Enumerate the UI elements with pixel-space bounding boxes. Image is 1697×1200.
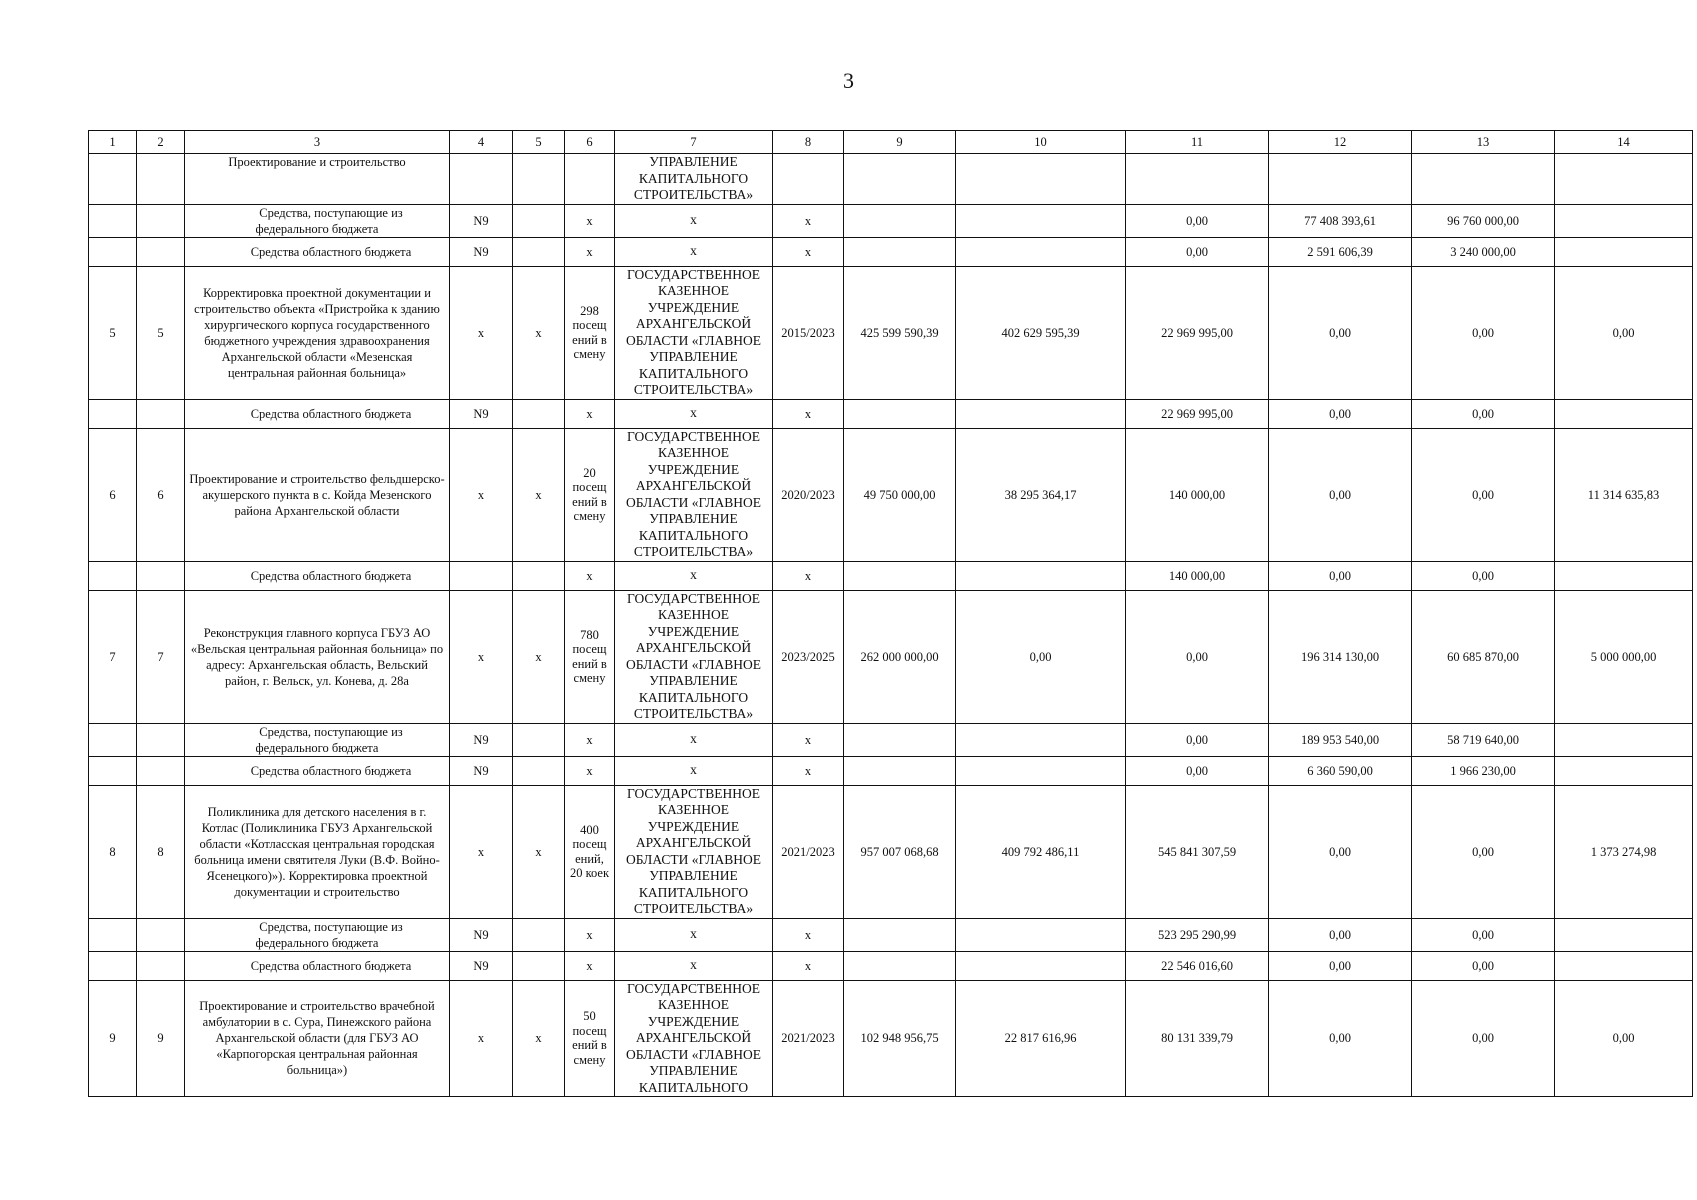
cell-col-4: N9 [450, 918, 513, 951]
cell-col-6: х [565, 918, 615, 951]
cell-col-8: х [773, 951, 844, 980]
cell-col-7: х [615, 237, 773, 266]
cell-col-12: 6 360 590,00 [1269, 756, 1412, 785]
cell-col-11: 140 000,00 [1126, 561, 1269, 590]
cell-col-8: 2015/2023 [773, 266, 844, 399]
cell-col-2 [137, 756, 185, 785]
cell-col-14 [1555, 399, 1693, 428]
column-header: 1 [89, 131, 137, 154]
column-header: 7 [615, 131, 773, 154]
cell-col-1 [89, 237, 137, 266]
cell-col-4 [450, 154, 513, 205]
cell-col-10: 0,00 [956, 590, 1126, 723]
cell-col-13: 0,00 [1412, 399, 1555, 428]
cell-col-13: 1 966 230,00 [1412, 756, 1555, 785]
cell-col-14 [1555, 154, 1693, 205]
cell-col-5: х [513, 590, 565, 723]
cell-col-12: 0,00 [1269, 399, 1412, 428]
cell-col-6: х [565, 756, 615, 785]
cell-col-5 [513, 237, 565, 266]
cell-col-2 [137, 154, 185, 205]
cell-col-2: 7 [137, 590, 185, 723]
cell-col-5 [513, 723, 565, 756]
funding-source-line-1: Средства, поступающие из [259, 205, 403, 220]
table-row [89, 785, 1693, 918]
cell-col-9: 957 007 068,68 [844, 785, 956, 918]
cell-col-3 [185, 723, 450, 756]
cell-col-2 [137, 204, 185, 237]
cell-col-10 [956, 154, 1126, 205]
cell-col-3 [185, 399, 450, 428]
table-row [89, 266, 1693, 399]
cell-col-7: х [615, 204, 773, 237]
cell-col-4: х [450, 266, 513, 399]
cell-col-4: N9 [450, 951, 513, 980]
cell-col-10 [956, 723, 1126, 756]
table-row [89, 756, 1693, 785]
cell-col-14 [1555, 204, 1693, 237]
cell-col-9 [844, 723, 956, 756]
column-header: 12 [1269, 131, 1412, 154]
cell-col-13: 0,00 [1412, 266, 1555, 399]
cell-col-2 [137, 561, 185, 590]
cell-col-11: 0,00 [1126, 590, 1269, 723]
funding-source: Средства областного бюджета [250, 568, 412, 583]
cell-col-3 [185, 756, 450, 785]
cell-col-3 [185, 561, 450, 590]
cell-col-9: 49 750 000,00 [844, 428, 956, 561]
cell-col-8: 2021/2023 [773, 785, 844, 918]
column-header: 5 [513, 131, 565, 154]
column-header: 11 [1126, 131, 1269, 154]
cell-col-9 [844, 561, 956, 590]
cell-col-10 [956, 204, 1126, 237]
cell-col-10: 409 792 486,11 [956, 785, 1126, 918]
cell-col-13: 0,00 [1412, 980, 1555, 1097]
capacity: 50 посещ ений в смену [565, 980, 615, 1097]
funding-source-line-1: Средства, поступающие из [259, 919, 403, 934]
cell-col-9 [844, 399, 956, 428]
header-row [89, 131, 1693, 154]
cell-col-1 [89, 756, 137, 785]
cell-col-12 [1269, 154, 1412, 205]
cell-col-12: 2 591 606,39 [1269, 237, 1412, 266]
cell-col-1: 8 [89, 785, 137, 918]
cell-col-5: х [513, 785, 565, 918]
project-name: Корректировка проектной документации и строительство объекта «Пристройка к зданию хирургического корпуса государственного бюджетного учреждения здравоохранения Архангельской области «Мезенская центральная районная больница» [185, 266, 450, 399]
cell-col-4 [450, 561, 513, 590]
cell-col-11: 0,00 [1126, 723, 1269, 756]
cell-col-3 [185, 951, 450, 980]
cell-col-2 [137, 723, 185, 756]
project-name: Проектирование и строительство врачебной амбулатории в с. Сура, Пинежского района Архангельской области (для ГБУЗ АО «Карпогорская центральная районная больница») [185, 980, 450, 1097]
cell-col-11: 545 841 307,59 [1126, 785, 1269, 918]
cell-col-11: 0,00 [1126, 756, 1269, 785]
cell-col-5 [513, 756, 565, 785]
cell-col-14: 5 000 000,00 [1555, 590, 1693, 723]
cell-col-1: 7 [89, 590, 137, 723]
cell-col-10 [956, 918, 1126, 951]
cell-col-14 [1555, 756, 1693, 785]
table-row [89, 204, 1693, 237]
cell-col-10: 38 295 364,17 [956, 428, 1126, 561]
cell-col-11: 523 295 290,99 [1126, 918, 1269, 951]
cell-col-10: 22 817 616,96 [956, 980, 1126, 1097]
cell-col-7: х [615, 951, 773, 980]
customer-organization: ГОСУДАРСТВЕННОЕ КАЗЕННОЕ УЧРЕЖДЕНИЕ АРХАНГЕЛЬСКОЙ ОБЛАСТИ «ГЛАВНОЕ УПРАВЛЕНИЕ КАПИТАЛЬНОГО СТРОИТЕЛЬСТВА» [615, 590, 773, 723]
cell-col-6: х [565, 561, 615, 590]
cell-col-9: 425 599 590,39 [844, 266, 956, 399]
cell-col-10 [956, 951, 1126, 980]
cell-col-1 [89, 399, 137, 428]
cell-col-5 [513, 951, 565, 980]
cell-col-1 [89, 154, 137, 205]
cell-col-9 [844, 918, 956, 951]
cell-col-11: 80 131 339,79 [1126, 980, 1269, 1097]
cell-col-2 [137, 951, 185, 980]
table-row [89, 428, 1693, 561]
cell-col-11: 0,00 [1126, 204, 1269, 237]
cell-col-7: х [615, 756, 773, 785]
table-row [89, 399, 1693, 428]
customer-organization: ГОСУДАРСТВЕННОЕ КАЗЕННОЕ УЧРЕЖДЕНИЕ АРХАНГЕЛЬСКОЙ ОБЛАСТИ «ГЛАВНОЕ УПРАВЛЕНИЕ КАПИТАЛЬНОГО СТРОИТЕЛЬСТВА» [615, 266, 773, 399]
cell-col-14 [1555, 561, 1693, 590]
cell-col-3 [185, 918, 450, 951]
column-header: 4 [450, 131, 513, 154]
table-row [89, 980, 1693, 1097]
cell-col-9 [844, 204, 956, 237]
cell-col-11: 22 969 995,00 [1126, 399, 1269, 428]
cell-col-8: 2023/2025 [773, 590, 844, 723]
cell-col-14 [1555, 723, 1693, 756]
investment-table [88, 130, 1693, 1097]
cell-col-6: х [565, 399, 615, 428]
funding-source: Средства областного бюджета [250, 244, 412, 259]
cell-col-5: х [513, 266, 565, 399]
cell-col-9 [844, 756, 956, 785]
cell-col-9 [844, 237, 956, 266]
cell-col-4: х [450, 590, 513, 723]
cell-col-1 [89, 951, 137, 980]
cell-col-14 [1555, 951, 1693, 980]
project-name: Реконструкция главного корпуса ГБУЗ АО «Вельская центральная районная больница» по адресу: Архангельская область, Вельский район, г. Вельск, ул. Конева, д. 28а [185, 590, 450, 723]
table-row [89, 590, 1693, 723]
table-row [89, 723, 1693, 756]
cell-col-10 [956, 756, 1126, 785]
cell-col-2: 8 [137, 785, 185, 918]
cell-col-14: 0,00 [1555, 980, 1693, 1097]
cell-col-5 [513, 918, 565, 951]
customer-organization: ГОСУДАРСТВЕННОЕ КАЗЕННОЕ УЧРЕЖДЕНИЕ АРХАНГЕЛЬСКОЙ ОБЛАСТИ «ГЛАВНОЕ УПРАВЛЕНИЕ КАПИТАЛЬНОГО СТРОИТЕЛЬСТВА» [615, 785, 773, 918]
table-row [89, 951, 1693, 980]
customer-organization: ГОСУДАРСТВЕННОЕ КАЗЕННОЕ УЧРЕЖДЕНИЕ АРХАНГЕЛЬСКОЙ ОБЛАСТИ «ГЛАВНОЕ УПРАВЛЕНИЕ КАПИТАЛЬНОГО [615, 980, 773, 1097]
project-name: Проектирование и строительство фельдшерско-акушерского пункта в с. Койда Мезенского района Архангельской области [185, 428, 450, 561]
cell-col-9 [844, 951, 956, 980]
cell-col-9: 262 000 000,00 [844, 590, 956, 723]
cell-col-12: 0,00 [1269, 266, 1412, 399]
table-row [89, 237, 1693, 266]
cell-col-12: 0,00 [1269, 428, 1412, 561]
cell-col-7: х [615, 561, 773, 590]
column-header: 14 [1555, 131, 1693, 154]
cell-col-7: х [615, 918, 773, 951]
cell-col-8: х [773, 723, 844, 756]
funding-source: Средства областного бюджета [250, 763, 412, 778]
cell-col-12: 77 408 393,61 [1269, 204, 1412, 237]
cell-col-11 [1126, 154, 1269, 205]
cell-col-6: х [565, 951, 615, 980]
cell-col-3 [185, 237, 450, 266]
cell-col-8: 2020/2023 [773, 428, 844, 561]
cell-col-8: х [773, 237, 844, 266]
cell-col-8 [773, 154, 844, 205]
column-header: 8 [773, 131, 844, 154]
cell-col-14 [1555, 237, 1693, 266]
cell-col-5 [513, 399, 565, 428]
cell-col-12: 196 314 130,00 [1269, 590, 1412, 723]
cell-col-2: 5 [137, 266, 185, 399]
cell-col-4: N9 [450, 399, 513, 428]
cell-col-8: х [773, 204, 844, 237]
column-header: 13 [1412, 131, 1555, 154]
capacity: 780 посещ ений в смену [565, 590, 615, 723]
cell-col-5 [513, 204, 565, 237]
cell-col-6 [565, 154, 615, 205]
cell-col-10 [956, 237, 1126, 266]
column-header: 2 [137, 131, 185, 154]
cell-col-1: 5 [89, 266, 137, 399]
cell-col-5 [513, 154, 565, 205]
column-header: 3 [185, 131, 450, 154]
cell-col-11: 22 546 016,60 [1126, 951, 1269, 980]
cell-col-8: х [773, 561, 844, 590]
cell-col-11: 22 969 995,00 [1126, 266, 1269, 399]
cell-col-6: х [565, 723, 615, 756]
cell-col-4: N9 [450, 723, 513, 756]
cell-col-11: 0,00 [1126, 237, 1269, 266]
cell-col-3 [185, 204, 450, 237]
cell-col-1 [89, 918, 137, 951]
cell-col-5 [513, 561, 565, 590]
cell-col-10 [956, 561, 1126, 590]
page-number: 3 [843, 68, 854, 93]
cell-col-1 [89, 204, 137, 237]
cell-col-14 [1555, 918, 1693, 951]
table-row [89, 154, 1693, 205]
cell-col-5: х [513, 428, 565, 561]
cell-col-13: 96 760 000,00 [1412, 204, 1555, 237]
cell-col-12: 189 953 540,00 [1269, 723, 1412, 756]
customer-organization: ГОСУДАРСТВЕННОЕ КАЗЕННОЕ УЧРЕЖДЕНИЕ АРХАНГЕЛЬСКОЙ ОБЛАСТИ «ГЛАВНОЕ УПРАВЛЕНИЕ КАПИТАЛЬНОГО СТРОИТЕЛЬСТВА» [615, 428, 773, 561]
cell-col-2 [137, 918, 185, 951]
capacity: 298 посещ ений в смену [565, 266, 615, 399]
cell-col-8: 2021/2023 [773, 980, 844, 1097]
cell-col-4: х [450, 980, 513, 1097]
cell-col-7: х [615, 723, 773, 756]
cell-col-1: 6 [89, 428, 137, 561]
cell-col-10: 402 629 595,39 [956, 266, 1126, 399]
cell-col-1 [89, 561, 137, 590]
cell-col-4: N9 [450, 237, 513, 266]
capacity: 400 посещ ений, 20 коек [565, 785, 615, 918]
cell-col-13 [1412, 154, 1555, 205]
capacity: 20 посещ ений в смену [565, 428, 615, 561]
cell-col-13: 3 240 000,00 [1412, 237, 1555, 266]
funding-source-line-2: федерального бюджета [255, 740, 379, 755]
cell-col-8: х [773, 756, 844, 785]
cell-col-13: 0,00 [1412, 918, 1555, 951]
cell-col-12: 0,00 [1269, 951, 1412, 980]
cell-col-5: х [513, 980, 565, 1097]
column-header: 9 [844, 131, 956, 154]
column-header: 10 [956, 131, 1126, 154]
funding-source-line-1: Средства, поступающие из [259, 724, 403, 739]
cell-col-13: 0,00 [1412, 428, 1555, 561]
cell-col-6: х [565, 237, 615, 266]
cell-col-1 [89, 723, 137, 756]
funding-source: Средства областного бюджета [250, 958, 412, 973]
cell-col-6: х [565, 204, 615, 237]
funding-source: Средства областного бюджета [250, 406, 412, 421]
cell-col-4: х [450, 785, 513, 918]
cell-col-14: 0,00 [1555, 266, 1693, 399]
cell-col-13: 0,00 [1412, 561, 1555, 590]
cell-col-4: х [450, 428, 513, 561]
cell-col-12: 0,00 [1269, 980, 1412, 1097]
cell-col-2: 9 [137, 980, 185, 1097]
cell-col-9 [844, 154, 956, 205]
cell-col-12: 0,00 [1269, 918, 1412, 951]
column-header: 6 [565, 131, 615, 154]
cell-col-7: х [615, 399, 773, 428]
cell-col-2 [137, 399, 185, 428]
cell-col-12: 0,00 [1269, 785, 1412, 918]
customer-organization: УПРАВЛЕНИЕ КАПИТАЛЬНОГО СТРОИТЕЛЬСТВА» [615, 154, 773, 205]
cell-col-14: 1 373 274,98 [1555, 785, 1693, 918]
cell-col-8: х [773, 399, 844, 428]
funding-source-line-2: федерального бюджета [255, 935, 379, 950]
cell-col-13: 0,00 [1412, 951, 1555, 980]
cell-col-2 [137, 237, 185, 266]
cell-col-2: 6 [137, 428, 185, 561]
cell-col-13: 60 685 870,00 [1412, 590, 1555, 723]
cell-col-13: 58 719 640,00 [1412, 723, 1555, 756]
cell-col-10 [956, 399, 1126, 428]
cell-col-11: 140 000,00 [1126, 428, 1269, 561]
cell-col-13: 0,00 [1412, 785, 1555, 918]
funding-source-line-2: федерального бюджета [255, 221, 379, 236]
cell-col-14: 11 314 635,83 [1555, 428, 1693, 561]
cell-col-9: 102 948 956,75 [844, 980, 956, 1097]
project-name: Поликлиника для детского населения в г. Котлас (Поликлиника ГБУЗ Архангельской области «Котласская центральная городская больница имени святителя Луки (В.Ф. Войно-Ясенецкого)»). Корректировка проектной документации и строительство [185, 785, 450, 918]
cell-col-12: 0,00 [1269, 561, 1412, 590]
cell-col-4: N9 [450, 204, 513, 237]
table-body [89, 131, 1693, 1097]
cell-col-1: 9 [89, 980, 137, 1097]
table-row [89, 561, 1693, 590]
cell-col-8: х [773, 918, 844, 951]
project-name: Проектирование и строительство [185, 154, 450, 205]
cell-col-4: N9 [450, 756, 513, 785]
table-row [89, 918, 1693, 951]
